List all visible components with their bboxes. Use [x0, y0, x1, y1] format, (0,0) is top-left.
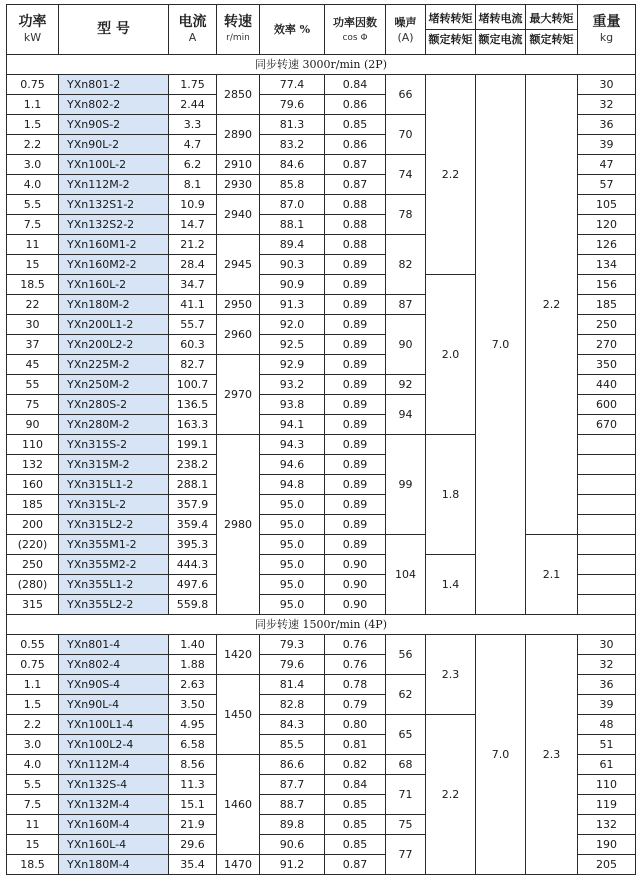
weight-cell: 105 — [578, 195, 636, 215]
section-header-row — [7, 55, 636, 75]
locked-current-cell: 7.0 — [476, 75, 526, 615]
power-cell: 18.5 — [7, 855, 59, 875]
locked-torque-cell: 2.2 — [426, 75, 476, 275]
model-cell: YXn315S-2 — [59, 435, 169, 455]
efficiency-cell: 91.3 — [260, 295, 325, 315]
efficiency-cell: 85.8 — [260, 175, 325, 195]
power-cell: 11 — [7, 235, 59, 255]
power-factor-cell: 0.90 — [325, 555, 386, 575]
weight-cell — [578, 555, 636, 575]
section-label: 同步转速 1500r/min (4P) — [7, 615, 636, 635]
model-cell: YXn180M-4 — [59, 855, 169, 875]
locked-torque-cell: 2.2 — [426, 715, 476, 875]
model-cell: YXn112M-2 — [59, 175, 169, 195]
current-cell: 288.1 — [169, 475, 217, 495]
power-factor-cell: 0.88 — [325, 195, 386, 215]
power-factor-cell: 0.86 — [325, 95, 386, 115]
efficiency-cell: 86.6 — [260, 755, 325, 775]
section-label: 同步转速 3000r/min (2P) — [7, 55, 636, 75]
efficiency-cell: 92.9 — [260, 355, 325, 375]
locked-torque-cell: 2.3 — [426, 635, 476, 715]
efficiency-cell: 88.1 — [260, 215, 325, 235]
power-cell: 11 — [7, 815, 59, 835]
weight-cell: 350 — [578, 355, 636, 375]
model-cell: YXn160M1-2 — [59, 235, 169, 255]
noise-cell: 82 — [386, 235, 426, 295]
header-noise: 噪声 (A) — [386, 5, 426, 55]
weight-cell: 32 — [578, 95, 636, 115]
power-factor-cell: 0.84 — [325, 75, 386, 95]
current-cell: 395.3 — [169, 535, 217, 555]
header-locked-torque: 堵转转矩 额定转矩 — [426, 5, 476, 55]
efficiency-cell: 90.9 — [260, 275, 325, 295]
power-cell: 7.5 — [7, 215, 59, 235]
power-cell: 90 — [7, 415, 59, 435]
power-factor-cell: 0.81 — [325, 735, 386, 755]
efficiency-cell: 94.6 — [260, 455, 325, 475]
speed-cell: 1470 — [217, 855, 260, 875]
weight-cell — [578, 595, 636, 615]
model-cell: YXn355M2-2 — [59, 555, 169, 575]
model-cell: YXn802-4 — [59, 655, 169, 675]
weight-cell: 126 — [578, 235, 636, 255]
section-header-row — [7, 615, 636, 635]
current-cell: 8.1 — [169, 175, 217, 195]
power-factor-cell: 0.85 — [325, 835, 386, 855]
speed-cell: 2850 — [217, 75, 260, 115]
power-factor-cell: 0.85 — [325, 815, 386, 835]
weight-cell: 440 — [578, 375, 636, 395]
current-cell: 1.75 — [169, 75, 217, 95]
weight-cell: 48 — [578, 715, 636, 735]
power-cell: 0.75 — [7, 655, 59, 675]
efficiency-cell: 92.5 — [260, 335, 325, 355]
power-factor-cell: 0.89 — [325, 535, 386, 555]
table-body — [7, 55, 636, 875]
locked-torque-cell: 1.8 — [426, 435, 476, 555]
speed-cell: 1450 — [217, 675, 260, 755]
current-cell: 82.7 — [169, 355, 217, 375]
current-cell: 14.7 — [169, 215, 217, 235]
efficiency-cell: 83.2 — [260, 135, 325, 155]
power-cell: 18.5 — [7, 275, 59, 295]
current-cell: 29.6 — [169, 835, 217, 855]
power-factor-cell: 0.89 — [325, 495, 386, 515]
current-cell: 11.3 — [169, 775, 217, 795]
power-factor-cell: 0.89 — [325, 295, 386, 315]
noise-cell: 75 — [386, 815, 426, 835]
weight-cell: 30 — [578, 75, 636, 95]
efficiency-cell: 82.8 — [260, 695, 325, 715]
efficiency-cell: 95.0 — [260, 535, 325, 555]
locked-torque-cell: 2.0 — [426, 275, 476, 435]
weight-cell: 51 — [578, 735, 636, 755]
noise-cell: 94 — [386, 395, 426, 435]
noise-cell: 71 — [386, 775, 426, 815]
power-factor-cell: 0.76 — [325, 655, 386, 675]
current-cell: 21.2 — [169, 235, 217, 255]
power-cell: 4.0 — [7, 175, 59, 195]
model-cell: YXn100L-2 — [59, 155, 169, 175]
weight-cell: 132 — [578, 815, 636, 835]
speed-cell: 2945 — [217, 235, 260, 295]
model-cell: YXn315L-2 — [59, 495, 169, 515]
power-factor-cell: 0.89 — [325, 275, 386, 295]
speed-cell: 2940 — [217, 195, 260, 235]
model-cell: YXn250M-2 — [59, 375, 169, 395]
max-torque-cell: 2.1 — [526, 535, 578, 615]
current-cell: 34.7 — [169, 275, 217, 295]
efficiency-cell: 87.7 — [260, 775, 325, 795]
power-cell: 200 — [7, 515, 59, 535]
power-cell: (280) — [7, 575, 59, 595]
model-cell: YXn315L1-2 — [59, 475, 169, 495]
model-cell: YXn132S-4 — [59, 775, 169, 795]
weight-cell: 36 — [578, 115, 636, 135]
speed-cell: 1460 — [217, 755, 260, 855]
current-cell: 4.7 — [169, 135, 217, 155]
model-cell: YXn801-4 — [59, 635, 169, 655]
model-cell: YXn225M-2 — [59, 355, 169, 375]
power-factor-cell: 0.87 — [325, 855, 386, 875]
power-factor-cell: 0.86 — [325, 135, 386, 155]
efficiency-cell: 88.7 — [260, 795, 325, 815]
current-cell: 100.7 — [169, 375, 217, 395]
header-efficiency: 效率 % — [260, 5, 325, 55]
efficiency-cell: 94.1 — [260, 415, 325, 435]
model-cell: YXn132S2-2 — [59, 215, 169, 235]
weight-cell — [578, 535, 636, 555]
power-cell: (220) — [7, 535, 59, 555]
model-cell: YXn90S-4 — [59, 675, 169, 695]
efficiency-cell: 91.2 — [260, 855, 325, 875]
efficiency-cell: 84.3 — [260, 715, 325, 735]
power-factor-cell: 0.89 — [325, 515, 386, 535]
motor-spec-table — [6, 4, 636, 875]
model-cell: YXn112M-4 — [59, 755, 169, 775]
efficiency-cell: 89.8 — [260, 815, 325, 835]
power-factor-cell: 0.89 — [325, 255, 386, 275]
power-cell: 0.75 — [7, 75, 59, 95]
power-cell: 1.1 — [7, 95, 59, 115]
power-cell: 2.2 — [7, 715, 59, 735]
weight-cell: 47 — [578, 155, 636, 175]
model-cell: YXn132M-4 — [59, 795, 169, 815]
weight-cell: 120 — [578, 215, 636, 235]
efficiency-cell: 81.4 — [260, 675, 325, 695]
efficiency-cell: 89.4 — [260, 235, 325, 255]
efficiency-cell: 81.3 — [260, 115, 325, 135]
max-torque-cell: 2.3 — [526, 635, 578, 875]
weight-cell: 36 — [578, 675, 636, 695]
model-cell: YXn90S-2 — [59, 115, 169, 135]
power-factor-cell: 0.90 — [325, 595, 386, 615]
power-cell: 315 — [7, 595, 59, 615]
weight-cell: 119 — [578, 795, 636, 815]
model-cell: YXn802-2 — [59, 95, 169, 115]
power-cell: 132 — [7, 455, 59, 475]
model-cell: YXn160L-4 — [59, 835, 169, 855]
table-header — [7, 5, 636, 55]
power-cell: 5.5 — [7, 775, 59, 795]
weight-cell — [578, 455, 636, 475]
power-factor-cell: 0.85 — [325, 115, 386, 135]
model-cell: YXn100L2-4 — [59, 735, 169, 755]
noise-cell: 68 — [386, 755, 426, 775]
weight-cell — [578, 475, 636, 495]
table-row — [7, 535, 636, 555]
power-factor-cell: 0.80 — [325, 715, 386, 735]
noise-cell: 62 — [386, 675, 426, 715]
weight-cell: 61 — [578, 755, 636, 775]
model-cell: YXn355L1-2 — [59, 575, 169, 595]
current-cell: 497.6 — [169, 575, 217, 595]
efficiency-cell: 90.3 — [260, 255, 325, 275]
model-cell: YXn280M-2 — [59, 415, 169, 435]
efficiency-cell: 95.0 — [260, 555, 325, 575]
power-factor-cell: 0.84 — [325, 775, 386, 795]
weight-cell: 39 — [578, 135, 636, 155]
power-factor-cell: 0.88 — [325, 235, 386, 255]
current-cell: 15.1 — [169, 795, 217, 815]
power-cell: 1.5 — [7, 115, 59, 135]
locked-current-cell: 7.0 — [476, 635, 526, 875]
current-cell: 199.1 — [169, 435, 217, 455]
power-factor-cell: 0.76 — [325, 635, 386, 655]
power-cell: 1.1 — [7, 675, 59, 695]
weight-cell — [578, 435, 636, 455]
power-cell: 22 — [7, 295, 59, 315]
header-power-factor: 功率因数 cos Φ — [325, 5, 386, 55]
speed-cell: 1420 — [217, 635, 260, 675]
current-cell: 3.3 — [169, 115, 217, 135]
noise-cell: 92 — [386, 375, 426, 395]
efficiency-cell: 93.2 — [260, 375, 325, 395]
model-cell: YXn280S-2 — [59, 395, 169, 415]
power-factor-cell: 0.82 — [325, 755, 386, 775]
power-cell: 1.5 — [7, 695, 59, 715]
power-cell: 5.5 — [7, 195, 59, 215]
noise-cell: 87 — [386, 295, 426, 315]
model-cell: YXn132S1-2 — [59, 195, 169, 215]
speed-cell: 2910 — [217, 155, 260, 175]
efficiency-cell: 95.0 — [260, 495, 325, 515]
efficiency-cell: 79.3 — [260, 635, 325, 655]
power-cell: 45 — [7, 355, 59, 375]
speed-cell: 2890 — [217, 115, 260, 155]
power-factor-cell: 0.87 — [325, 155, 386, 175]
current-cell: 2.44 — [169, 95, 217, 115]
power-cell: 2.2 — [7, 135, 59, 155]
current-cell: 163.3 — [169, 415, 217, 435]
weight-cell: 670 — [578, 415, 636, 435]
weight-cell: 270 — [578, 335, 636, 355]
efficiency-cell: 94.8 — [260, 475, 325, 495]
efficiency-cell: 87.0 — [260, 195, 325, 215]
model-cell: YXn160M2-2 — [59, 255, 169, 275]
current-cell: 4.95 — [169, 715, 217, 735]
power-factor-cell: 0.89 — [325, 415, 386, 435]
weight-cell — [578, 515, 636, 535]
efficiency-cell: 84.6 — [260, 155, 325, 175]
model-cell: YXn100L1-4 — [59, 715, 169, 735]
power-factor-cell: 0.79 — [325, 695, 386, 715]
power-factor-cell: 0.89 — [325, 475, 386, 495]
current-cell: 21.9 — [169, 815, 217, 835]
efficiency-cell: 90.6 — [260, 835, 325, 855]
header-weight: 重量 kg — [578, 5, 636, 55]
power-cell: 15 — [7, 835, 59, 855]
header-locked-current: 堵转电流 额定电流 — [476, 5, 526, 55]
weight-cell: 57 — [578, 175, 636, 195]
model-cell: YXn801-2 — [59, 75, 169, 95]
current-cell: 10.9 — [169, 195, 217, 215]
noise-cell: 74 — [386, 155, 426, 195]
current-cell: 357.9 — [169, 495, 217, 515]
speed-cell: 2970 — [217, 355, 260, 435]
efficiency-cell: 77.4 — [260, 75, 325, 95]
weight-cell: 156 — [578, 275, 636, 295]
efficiency-cell: 85.5 — [260, 735, 325, 755]
model-cell: YXn200L2-2 — [59, 335, 169, 355]
current-cell: 8.56 — [169, 755, 217, 775]
max-torque-cell: 2.2 — [526, 75, 578, 535]
power-cell: 250 — [7, 555, 59, 575]
weight-cell: 190 — [578, 835, 636, 855]
current-cell: 28.4 — [169, 255, 217, 275]
model-cell: YXn160L-2 — [59, 275, 169, 295]
power-factor-cell: 0.89 — [325, 315, 386, 335]
efficiency-cell: 79.6 — [260, 95, 325, 115]
current-cell: 444.3 — [169, 555, 217, 575]
power-cell: 110 — [7, 435, 59, 455]
power-cell: 3.0 — [7, 735, 59, 755]
weight-cell: 134 — [578, 255, 636, 275]
header-current: 电流 A — [169, 5, 217, 55]
power-factor-cell: 0.90 — [325, 575, 386, 595]
efficiency-cell: 93.8 — [260, 395, 325, 415]
weight-cell — [578, 575, 636, 595]
current-cell: 136.5 — [169, 395, 217, 415]
model-cell: YXn355M1-2 — [59, 535, 169, 555]
table-row — [7, 75, 636, 95]
model-cell: YXn315L2-2 — [59, 515, 169, 535]
noise-cell: 90 — [386, 315, 426, 375]
model-cell: YXn160M-4 — [59, 815, 169, 835]
model-cell: YXn200L1-2 — [59, 315, 169, 335]
current-cell: 2.63 — [169, 675, 217, 695]
weight-cell: 600 — [578, 395, 636, 415]
power-cell: 3.0 — [7, 155, 59, 175]
noise-cell: 70 — [386, 115, 426, 155]
current-cell: 6.2 — [169, 155, 217, 175]
weight-cell: 30 — [578, 635, 636, 655]
speed-cell: 2950 — [217, 295, 260, 315]
power-cell: 37 — [7, 335, 59, 355]
power-factor-cell: 0.89 — [325, 435, 386, 455]
noise-cell: 104 — [386, 535, 426, 615]
efficiency-cell: 95.0 — [260, 515, 325, 535]
table-row — [7, 635, 636, 655]
power-factor-cell: 0.89 — [325, 375, 386, 395]
header-power: 功率 kW — [7, 5, 59, 55]
power-factor-cell: 0.87 — [325, 175, 386, 195]
current-cell: 559.8 — [169, 595, 217, 615]
weight-cell: 185 — [578, 295, 636, 315]
model-cell: YXn90L-2 — [59, 135, 169, 155]
speed-cell: 2930 — [217, 175, 260, 195]
weight-cell: 110 — [578, 775, 636, 795]
weight-cell: 205 — [578, 855, 636, 875]
current-cell: 359.4 — [169, 515, 217, 535]
power-cell: 4.0 — [7, 755, 59, 775]
efficiency-cell: 79.6 — [260, 655, 325, 675]
power-cell: 75 — [7, 395, 59, 415]
noise-cell: 99 — [386, 435, 426, 535]
header-max-torque: 最大转矩 额定转矩 — [526, 5, 578, 55]
current-cell: 41.1 — [169, 295, 217, 315]
power-factor-cell: 0.89 — [325, 355, 386, 375]
current-cell: 35.4 — [169, 855, 217, 875]
power-factor-cell: 0.88 — [325, 215, 386, 235]
locked-torque-cell: 1.4 — [426, 555, 476, 615]
current-cell: 1.40 — [169, 635, 217, 655]
efficiency-cell: 92.0 — [260, 315, 325, 335]
noise-cell: 78 — [386, 195, 426, 235]
efficiency-cell: 95.0 — [260, 595, 325, 615]
header-speed: 转速 r/min — [217, 5, 260, 55]
power-factor-cell: 0.89 — [325, 455, 386, 475]
current-cell: 238.2 — [169, 455, 217, 475]
power-factor-cell: 0.78 — [325, 675, 386, 695]
model-cell: YXn180M-2 — [59, 295, 169, 315]
power-factor-cell: 0.85 — [325, 795, 386, 815]
power-cell: 15 — [7, 255, 59, 275]
power-factor-cell: 0.89 — [325, 395, 386, 415]
current-cell: 55.7 — [169, 315, 217, 335]
weight-cell: 32 — [578, 655, 636, 675]
power-cell: 55 — [7, 375, 59, 395]
power-cell: 185 — [7, 495, 59, 515]
model-cell: YXn315M-2 — [59, 455, 169, 475]
noise-cell: 77 — [386, 835, 426, 875]
noise-cell: 65 — [386, 715, 426, 755]
noise-cell: 56 — [386, 635, 426, 675]
power-cell: 30 — [7, 315, 59, 335]
model-cell: YXn90L-4 — [59, 695, 169, 715]
header-model: 型 号 — [59, 5, 169, 55]
current-cell: 3.50 — [169, 695, 217, 715]
weight-cell: 39 — [578, 695, 636, 715]
weight-cell — [578, 495, 636, 515]
power-cell: 160 — [7, 475, 59, 495]
power-cell: 7.5 — [7, 795, 59, 815]
efficiency-cell: 95.0 — [260, 575, 325, 595]
efficiency-cell: 94.3 — [260, 435, 325, 455]
model-cell: YXn355L2-2 — [59, 595, 169, 615]
current-cell: 1.88 — [169, 655, 217, 675]
speed-cell: 2960 — [217, 315, 260, 355]
weight-cell: 250 — [578, 315, 636, 335]
speed-cell: 2980 — [217, 435, 260, 615]
noise-cell: 66 — [386, 75, 426, 115]
current-cell: 60.3 — [169, 335, 217, 355]
power-factor-cell: 0.89 — [325, 335, 386, 355]
power-cell: 0.55 — [7, 635, 59, 655]
current-cell: 6.58 — [169, 735, 217, 755]
